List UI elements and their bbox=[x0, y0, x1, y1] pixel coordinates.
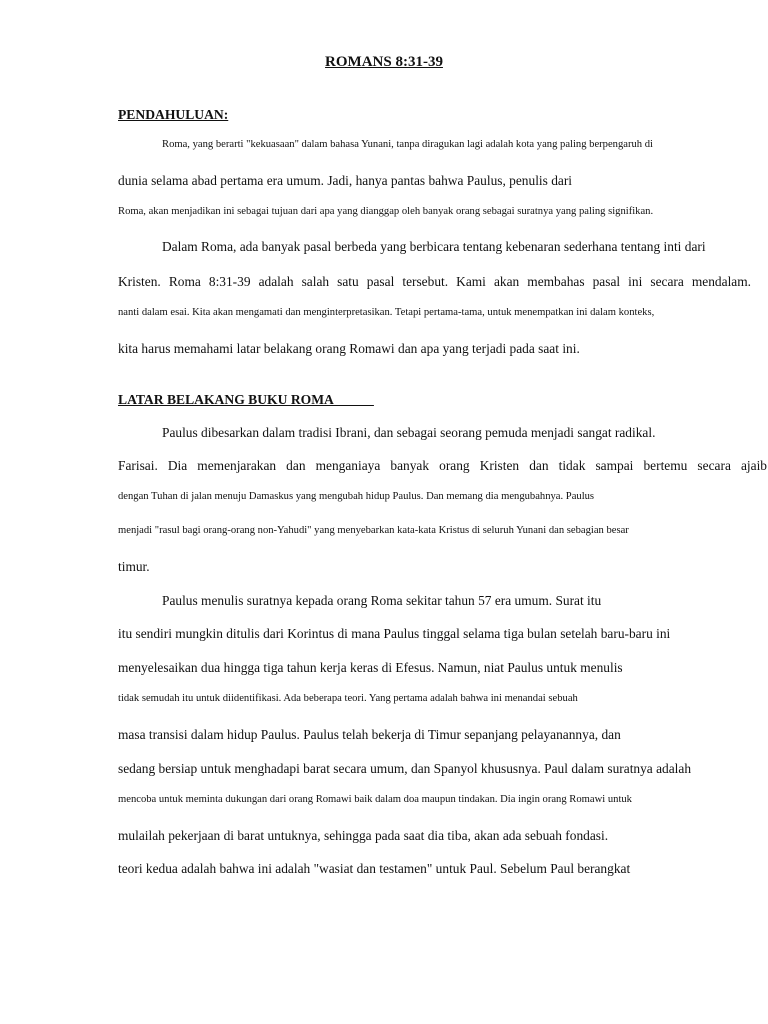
paragraph-line: dunia selama abad pertama era umum. Jadi, hanya pantas bahwa Paulus, penulis dari bbox=[118, 173, 573, 188]
paragraph-line: Dalam Roma, ada banyak pasal berbeda yang berbicara tentang kebenaran sederhana tentang inti dari bbox=[162, 239, 706, 254]
paragraph-line: sedang bersiap untuk menghadapi barat secara umum, dan Spanyol khususnya. Paul dalam suratnya adalah bbox=[118, 761, 692, 776]
paragraph-line: timur. bbox=[118, 559, 150, 574]
paragraph-line: Roma, akan menjadikan ini sebagai tujuan dari apa yang dianggap oleh banyak orang sebagai suratnya yang paling signifikan. bbox=[118, 206, 654, 217]
paragraph-line: menjadi "rasul bagi orang-orang non-Yahudi" yang menyebarkan kata-kata Kristus di seluruh Yunani dan sebagian besar bbox=[118, 525, 629, 536]
paragraph-line: Paulus menulis suratnya kepada orang Roma sekitar tahun 57 era umum. Surat itu bbox=[162, 593, 602, 608]
paragraph-line: tidak semudah itu untuk diidentifikasi. Ada beberapa teori. Yang pertama adalah bahwa ini menandai sebuah bbox=[118, 693, 578, 704]
paragraph-line: masa transisi dalam hidup Paulus. Paulus telah bekerja di Timur sepanjang pelayanannya, dan bbox=[118, 727, 621, 742]
paragraph-line: mulailah pekerjaan di barat untuknya, sehingga pada saat dia tiba, akan ada sebuah fondasi. bbox=[118, 828, 609, 843]
paragraph-line: Paulus dibesarkan dalam tradisi Ibrani, dan sebagai seorang pemuda menjadi sangat radikal. bbox=[162, 425, 656, 440]
paragraph-line: nanti dalam esai. Kita akan mengamati dan menginterpretasikan. Tetapi pertama-tama, untuk menempatkan ini dalam konteks, bbox=[118, 307, 655, 318]
paragraph-line: Farisai. Dia memenjarakan dan menganiaya banyak orang Kristen dan tidak sampai bertemu secara ajaib bbox=[118, 458, 767, 473]
paragraph-line: teori kedua adalah bahwa ini adalah "wasiat dan testamen" untuk Paul. Sebelum Paul berangkat bbox=[118, 861, 631, 876]
paragraph-line: kita harus memahami latar belakang orang Romawi dan apa yang terjadi pada saat ini. bbox=[118, 341, 580, 356]
paragraph-line: itu sendiri mungkin ditulis dari Korintus di mana Paulus tinggal selama tiga bulan setelah baru-baru ini bbox=[118, 626, 671, 641]
paragraph-line: Kristen. Roma 8:31-39 adalah salah satu pasal tersebut. Kami akan membahas pasal ini secara mendalam. bbox=[118, 274, 751, 289]
paragraph-line: Roma, yang berarti "kekuasaan" dalam bahasa Yunani, tanpa diragukan lagi adalah kota yang paling berpengaruh di bbox=[162, 139, 653, 150]
paragraph-line: menyelesaikan dua hingga tiga tahun kerja keras di Efesus. Namun, niat Paulus untuk menulis bbox=[118, 660, 623, 675]
paragraph-line: dengan Tuhan di jalan menuju Damaskus yang mengubah hidup Paulus. Dan memang dia mengubahnya. Paulus bbox=[118, 491, 595, 502]
section-heading-pendahuluan: PENDAHULUAN: bbox=[118, 107, 229, 122]
document-title: ROMANS 8:31-39 bbox=[325, 54, 443, 70]
paragraph-line: mencoba untuk meminta dukungan dari orang Romawi baik dalam doa maupun tindakan. Dia ingin orang Romawi untuk bbox=[118, 794, 632, 805]
section-heading-latar-belakang: LATAR BELAKANG BUKU ROMA bbox=[118, 392, 374, 407]
